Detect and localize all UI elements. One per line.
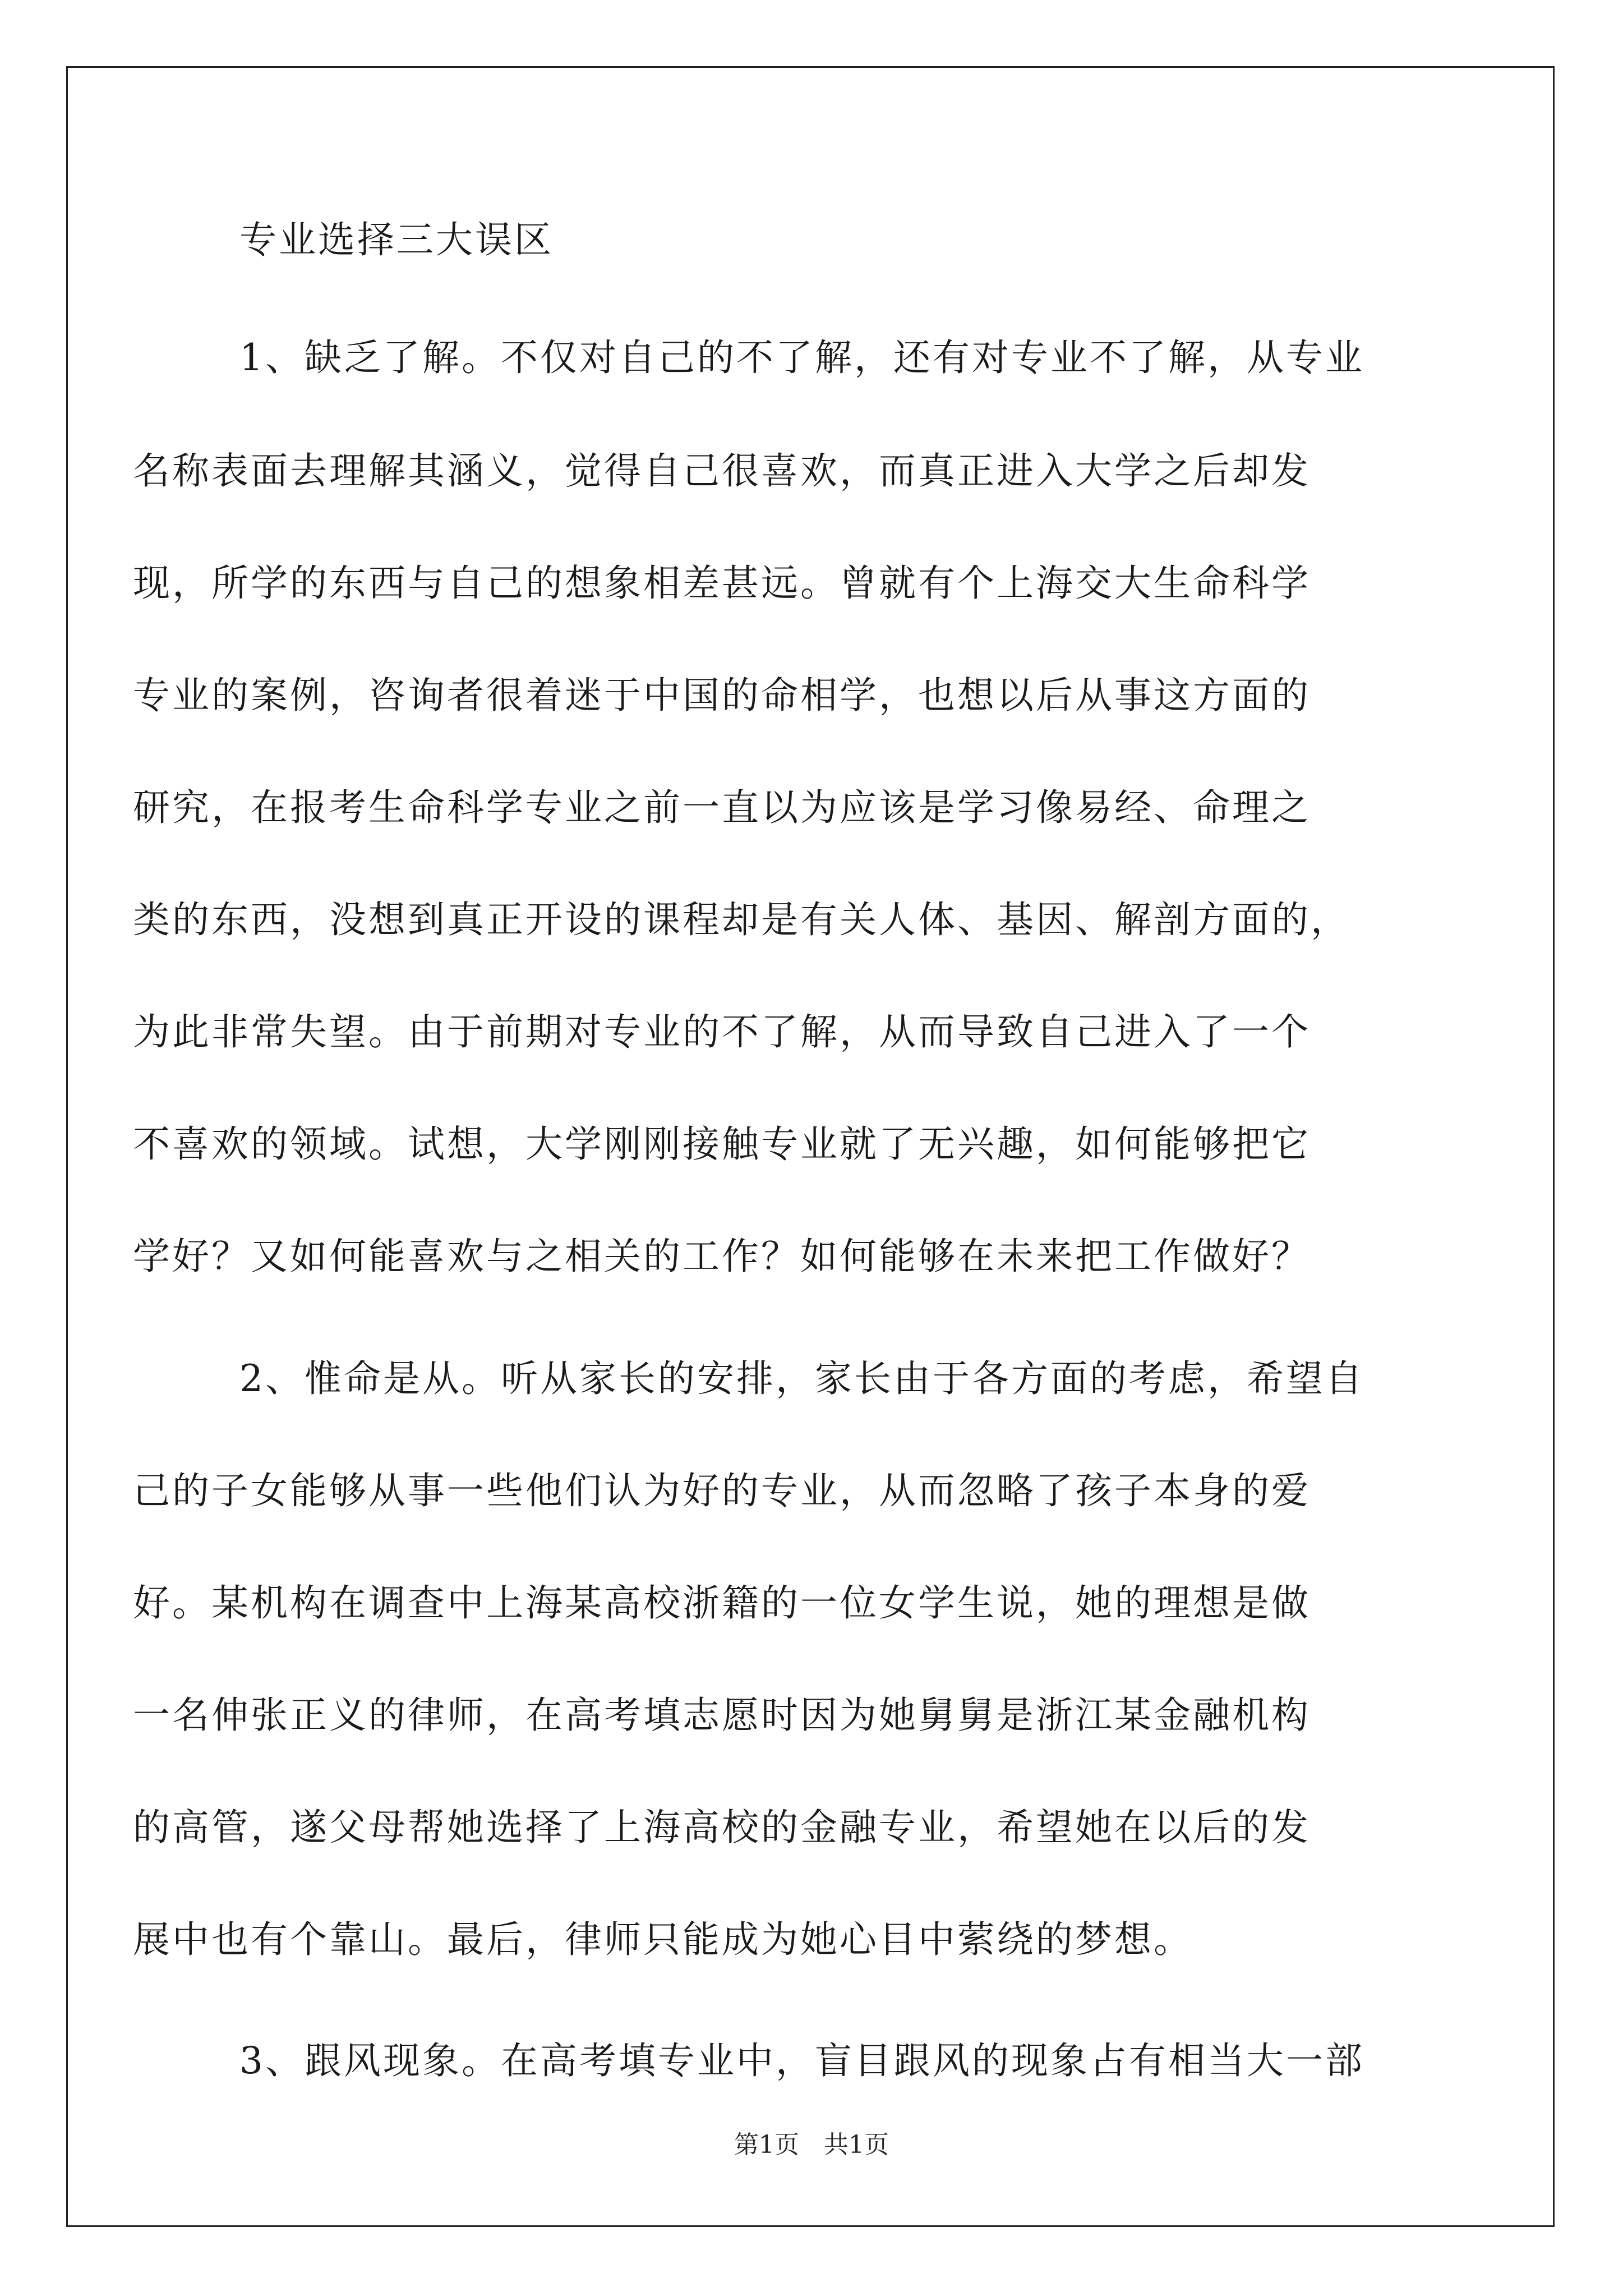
body-line: 2、惟命是从。听从家长的安排，家长由于各方面的考虑，希望自	[239, 1357, 1364, 1400]
body-line: 类的东西，没想到真正开设的课程却是有关人体、基因、解剖方面的，	[133, 898, 1350, 941]
body-line: 学好？又如何能喜欢与之相关的工作？如何能够在未来把工作做好？	[133, 1235, 1311, 1278]
body-line: 不喜欢的领域。试想，大学刚刚接触专业就了无兴趣，如何能够把它	[133, 1122, 1311, 1166]
body-line: 名称表面去理解其涵义，觉得自己很喜欢，而真正进入大学之后却发	[133, 449, 1311, 493]
body-line: 己的子女能够从事一些他们认为好的专业，从而忽略了孩子本身的爱	[133, 1469, 1311, 1512]
body-line: 一名伸张正义的律师，在高考填志愿时因为她舅舅是浙江某金融机构	[133, 1694, 1311, 1737]
page-number: 第1页	[734, 2131, 799, 2159]
body-line: 1、缺乏了解。不仅对自己的不了解，还有对专业不了解，从专业	[239, 336, 1364, 379]
body-line: 现，所学的东西与自己的想象相差甚远。曾就有个上海交大生命科学	[133, 562, 1311, 605]
body-line: 专业的案例，咨询者很着迷于中国的命相学，也想以后从事这方面的	[133, 674, 1311, 717]
body-line: 3、跟风现象。在高考填专业中，盲目跟风的现象占有相当大一部	[239, 2039, 1364, 2082]
body-line: 为此非常失望。由于前期对专业的不了解，从而导致自己进入了一个	[133, 1010, 1311, 1053]
document-title: 专业选择三大误区	[239, 218, 554, 261]
body-line: 展中也有个靠山。最后，律师只能成为她心目中萦绕的梦想。	[133, 1918, 1193, 1961]
body-line: 好。某机构在调查中上海某高校浙籍的一位女学生说，她的理想是做	[133, 1581, 1311, 1625]
page-footer	[0, 2131, 1623, 2160]
page-total: 共1页	[824, 2131, 889, 2159]
body-line: 的高管，遂父母帮她选择了上海高校的金融专业，希望她在以后的发	[133, 1806, 1311, 1849]
body-line: 研究，在报考生命科学专业之前一直以为应该是学习像易经、命理之	[133, 786, 1311, 829]
